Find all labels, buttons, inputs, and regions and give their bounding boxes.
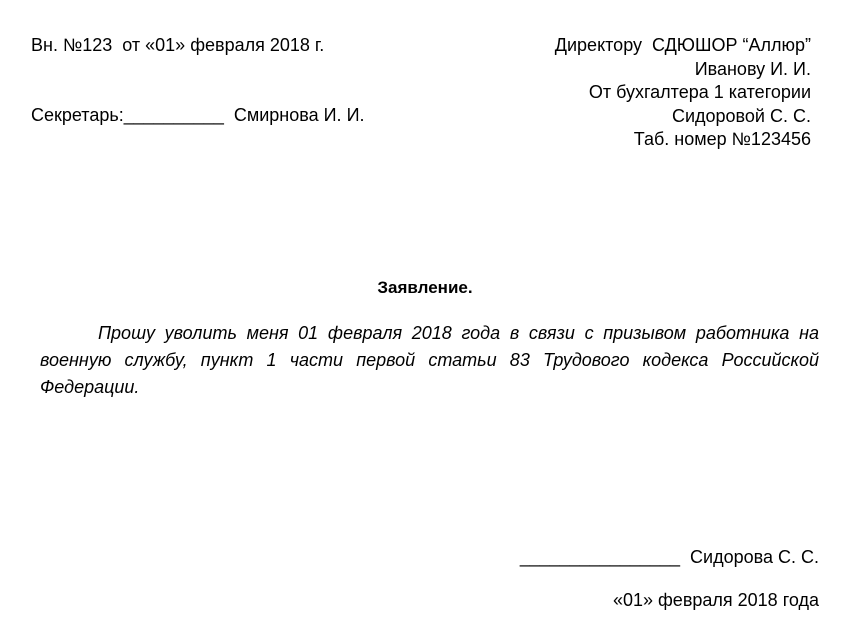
signature-line: ________________ Сидорова С. С. [519, 547, 819, 567]
sender-position: От бухгалтера 1 категории [588, 82, 811, 102]
registration-line: Вн. №123 от «01» февраля 2018 г. [31, 35, 325, 55]
document-body: Прошу уволить меня 01 февраля 2018 года в связи с призывом работника на военную службу, пункт 1 части первой статьи 83 Трудового кодекса Российской Федерации. [40, 323, 819, 397]
document-title: Заявление. [377, 278, 473, 297]
addressee-position: Директору СДЮШОР “Аллюр” [554, 35, 811, 55]
secretary-line: Секретарь:__________ Смирнова И. И. [31, 105, 365, 125]
addressee-block [555, 34, 811, 152]
signature-date: «01» февраля 2018 года [612, 590, 819, 610]
sender-tab-number: Таб. номер №123456 [633, 129, 811, 149]
addressee-name: Иванову И. И. [694, 58, 811, 79]
sender-name: Сидоровой С. С. [671, 105, 811, 126]
